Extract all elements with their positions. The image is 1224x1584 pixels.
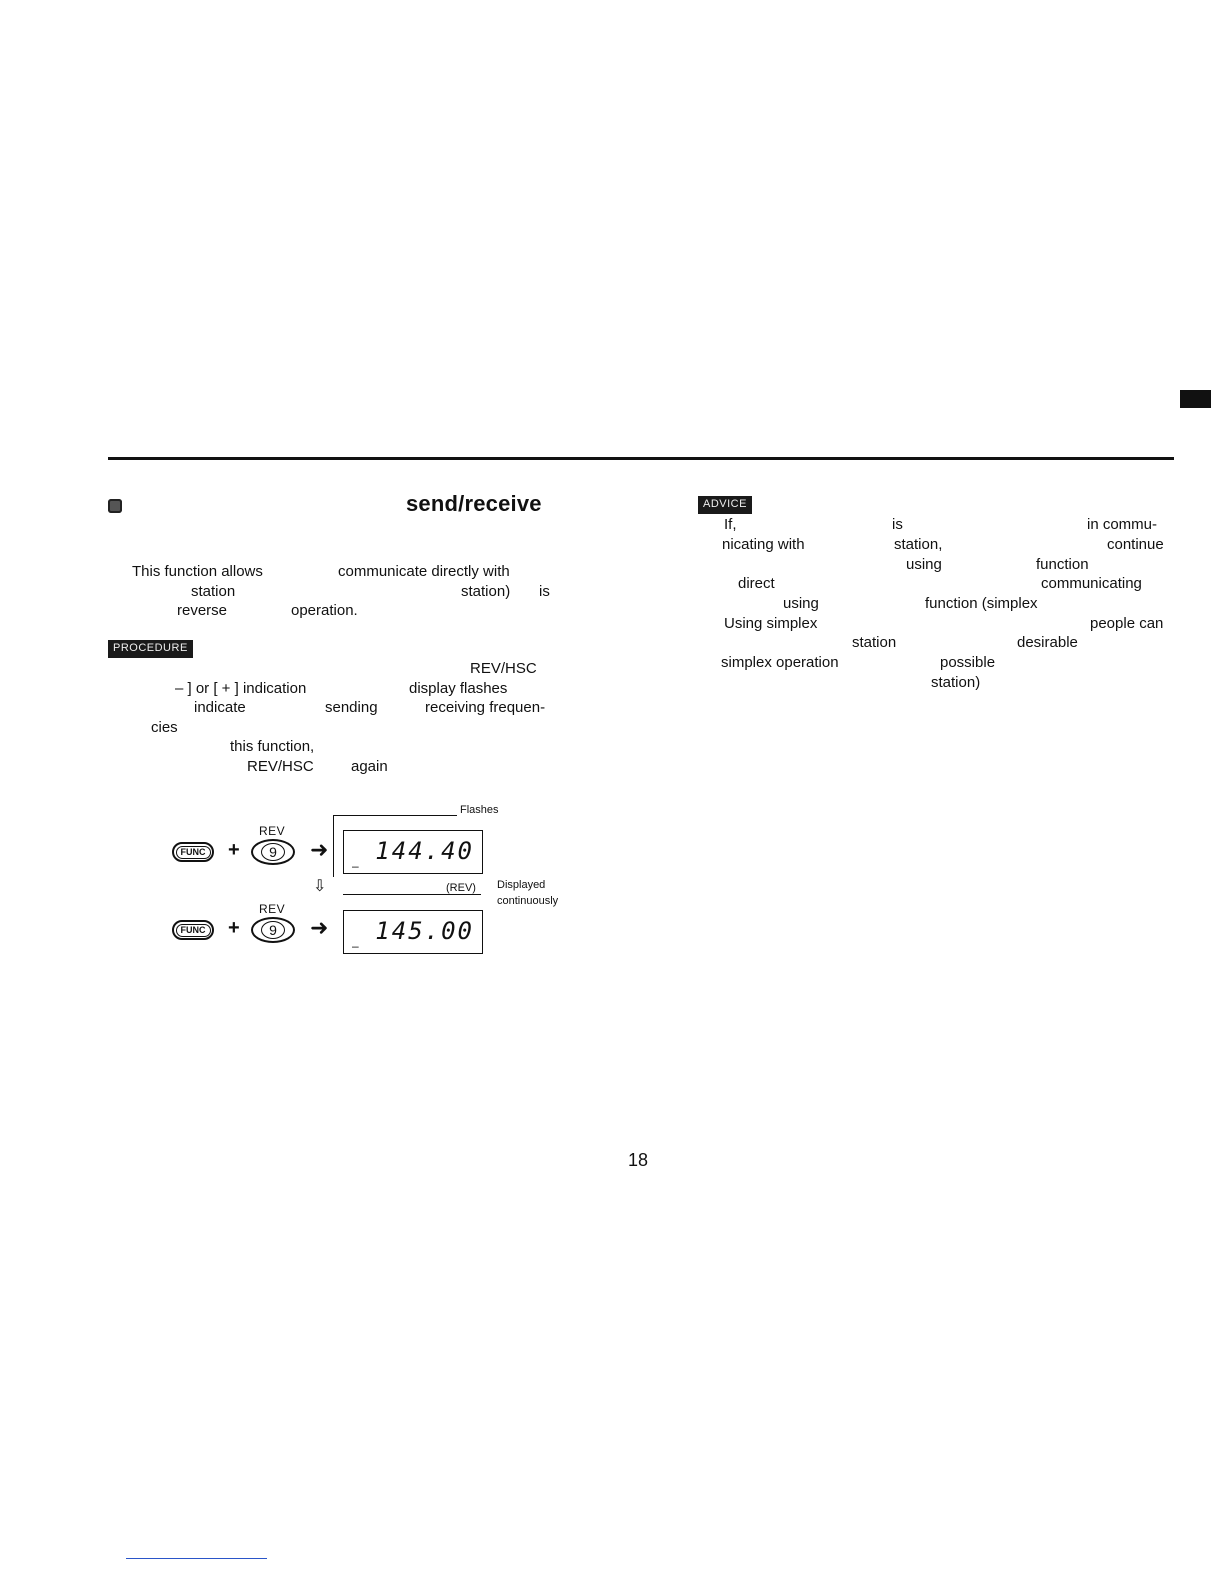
down-arrow-icon: ⇩ [313, 878, 327, 895]
text-word: indicate [194, 699, 246, 716]
text-word: using [783, 595, 819, 612]
text-word: station [191, 583, 236, 600]
flashes-leader-line [333, 815, 457, 816]
text-word: receiving frequen- [425, 699, 546, 716]
text-word: sending [325, 699, 378, 716]
text-word: This function allows [132, 563, 263, 580]
text-word: – ] or [ + ] indication [175, 680, 307, 697]
text-word: communicating [1041, 575, 1142, 592]
procedure-label: PROCEDURE [108, 640, 193, 658]
key-9-icon: 9 [251, 917, 295, 943]
rev-key-label: REV [259, 824, 286, 838]
text-word: operation. [291, 602, 358, 619]
func-key-icon: FUNC [172, 920, 214, 940]
flashes-label: Flashes [460, 804, 499, 816]
displayed-label: Displayed [497, 879, 546, 891]
key-9-icon: 9 [251, 839, 295, 865]
text-word: direct [738, 575, 775, 592]
text-word: communicate directly with [338, 563, 510, 580]
page-number: 18 [628, 1150, 649, 1170]
text-word: function (simplex [925, 595, 1038, 612]
text-word: simplex operation [721, 654, 839, 671]
text-word: station) [931, 674, 981, 691]
text-word: If, [724, 516, 737, 533]
text-word: possible [940, 654, 996, 671]
flashes-leader-line [333, 815, 334, 877]
text-word: in commu- [1087, 516, 1158, 533]
text-word: again [351, 758, 388, 775]
frequency-readout: 145.00 [375, 917, 474, 945]
continuously-label: continuously [497, 895, 559, 907]
lcd-display [343, 910, 483, 954]
text-word: desirable [1017, 634, 1078, 651]
text-word: station, [894, 536, 943, 553]
func-key-icon: FUNC [172, 842, 214, 862]
right-arrow-icon: ➜ [310, 837, 329, 862]
displayed-leader-line [343, 894, 481, 895]
text-word: REV/HSC [247, 758, 314, 775]
text-word: cies [151, 719, 178, 736]
text-word: REV/HSC [470, 660, 537, 677]
text-word: station) [461, 583, 511, 600]
text-word: is [539, 583, 550, 600]
text-word: station [852, 634, 897, 651]
right-arrow-icon: ➜ [310, 915, 329, 940]
text-word: is [892, 516, 903, 533]
plus-sign: + [228, 917, 240, 939]
offset-indicator: – [352, 939, 359, 953]
section-rule [108, 457, 1174, 460]
advice-label: ADVICE [698, 496, 752, 514]
text-word: nicating with [722, 536, 805, 553]
footer-line [126, 1558, 267, 1559]
rev-indicator-tag: (REV) [446, 882, 476, 894]
text-word: people can [1090, 615, 1164, 632]
lcd-display [343, 830, 483, 874]
rev-key-label: REV [259, 902, 286, 916]
text-word: function [1036, 556, 1089, 573]
text-word: reverse [177, 602, 228, 619]
frequency-readout: 144.40 [375, 837, 474, 865]
text-word: using [906, 556, 942, 573]
page-edge-tab [1180, 390, 1211, 408]
section-heading: send/receive [406, 491, 542, 516]
text-word: this function, [230, 738, 315, 755]
section-bullet-icon [108, 499, 122, 513]
text-word: continue [1107, 536, 1164, 553]
offset-indicator: – [352, 859, 359, 873]
text-word: display flashes [409, 680, 508, 697]
plus-sign: + [228, 839, 240, 861]
text-word: Using simplex [724, 615, 818, 632]
